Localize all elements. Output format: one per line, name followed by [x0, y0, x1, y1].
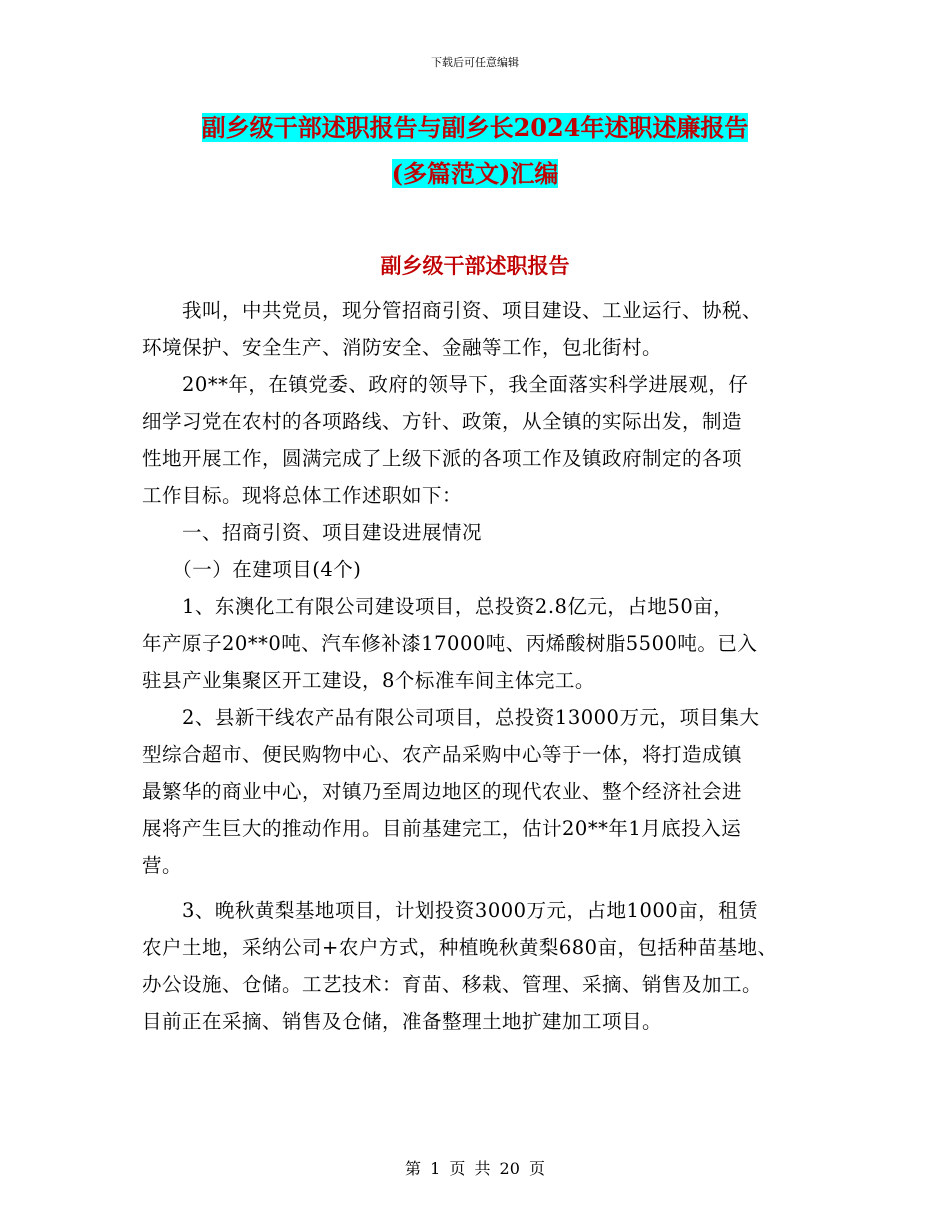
paragraph-line: 农户土地，采纳公司+农户方式，种植晚秋黄梨680亩，包括种苗基地、: [142, 936, 778, 959]
body-text: [142, 292, 822, 1040]
paragraph-line: 展将产生巨大的推动作用。目前基建完工，估计20**年1月底投入运: [142, 817, 742, 840]
document-title-line-2: (多篇范文)汇编: [391, 159, 559, 188]
paragraph-line: 3、晚秋黄梨基地项目，计划投资3000万元，占地1000亩，租赁: [142, 899, 759, 922]
paragraph-line: 最繁华的商业中心，对镇乃至周边地区的现代农业、整个经济社会进: [142, 780, 743, 803]
paragraph-line: 2、县新干线农产品有限公司项目，总投资13000万元，项目集大: [142, 706, 760, 729]
paragraph-line: 20**年，在镇党委、政府的领导下，我全面落实科学进展观，仔: [142, 373, 749, 396]
paragraph-line: 环境保护、安全生产、消防安全、金融等工作，包北街村。: [142, 336, 663, 359]
page-footer: 第 1 页 共 20 页: [405, 1159, 545, 1178]
document-title-line-1: 副乡级干部述职报告与副乡长2024年述职述廉报告: [201, 113, 749, 142]
paragraph-line: （一）在建项目(4个): [142, 558, 362, 581]
paragraph-line: 工作目标。现将总体工作述职如下：: [142, 484, 463, 507]
paragraph-line: 1、东澳化工有限公司建设项目，总投资2.8亿元，占地50亩，: [142, 595, 734, 618]
paragraph-line: 营。: [142, 854, 183, 877]
paragraph-line: 一、招商引资、项目建设进展情况: [142, 521, 483, 544]
paragraph-line: 目前正在采摘、销售及仓储，准备整理土地扩建加工项目。: [142, 1010, 663, 1033]
paragraph-line: 性地开展工作，圆满完成了上级下派的各项工作及镇政府制定的各项: [142, 447, 743, 470]
page-header-note: 下载后可任意编辑: [431, 56, 519, 69]
paragraph-line: 驻县产业集聚区开工建设，8个标准车间主体完工。: [142, 669, 595, 692]
paragraph-line: 型综合超市、便民购物中心、农产品采购中心等于一体，将打造成镇: [142, 743, 743, 766]
paragraph-line: 细学习党在农村的各项路线、方针、政策，从全镇的实际出发，制造: [142, 410, 743, 433]
paragraph-line: 我叫，中共党员，现分管招商引资、项目建设、工业运行、协税、: [142, 299, 763, 322]
paragraph-line: 办公设施、仓储。工艺技术：育苗、移栽、管理、采摘、销售及加工。: [142, 973, 763, 996]
paragraph-line: 年产原子20**0吨、汽车修补漆17000吨、丙烯酸树脂5500吨。已入: [142, 632, 758, 655]
section-title: 副乡级干部述职报告: [380, 253, 570, 278]
